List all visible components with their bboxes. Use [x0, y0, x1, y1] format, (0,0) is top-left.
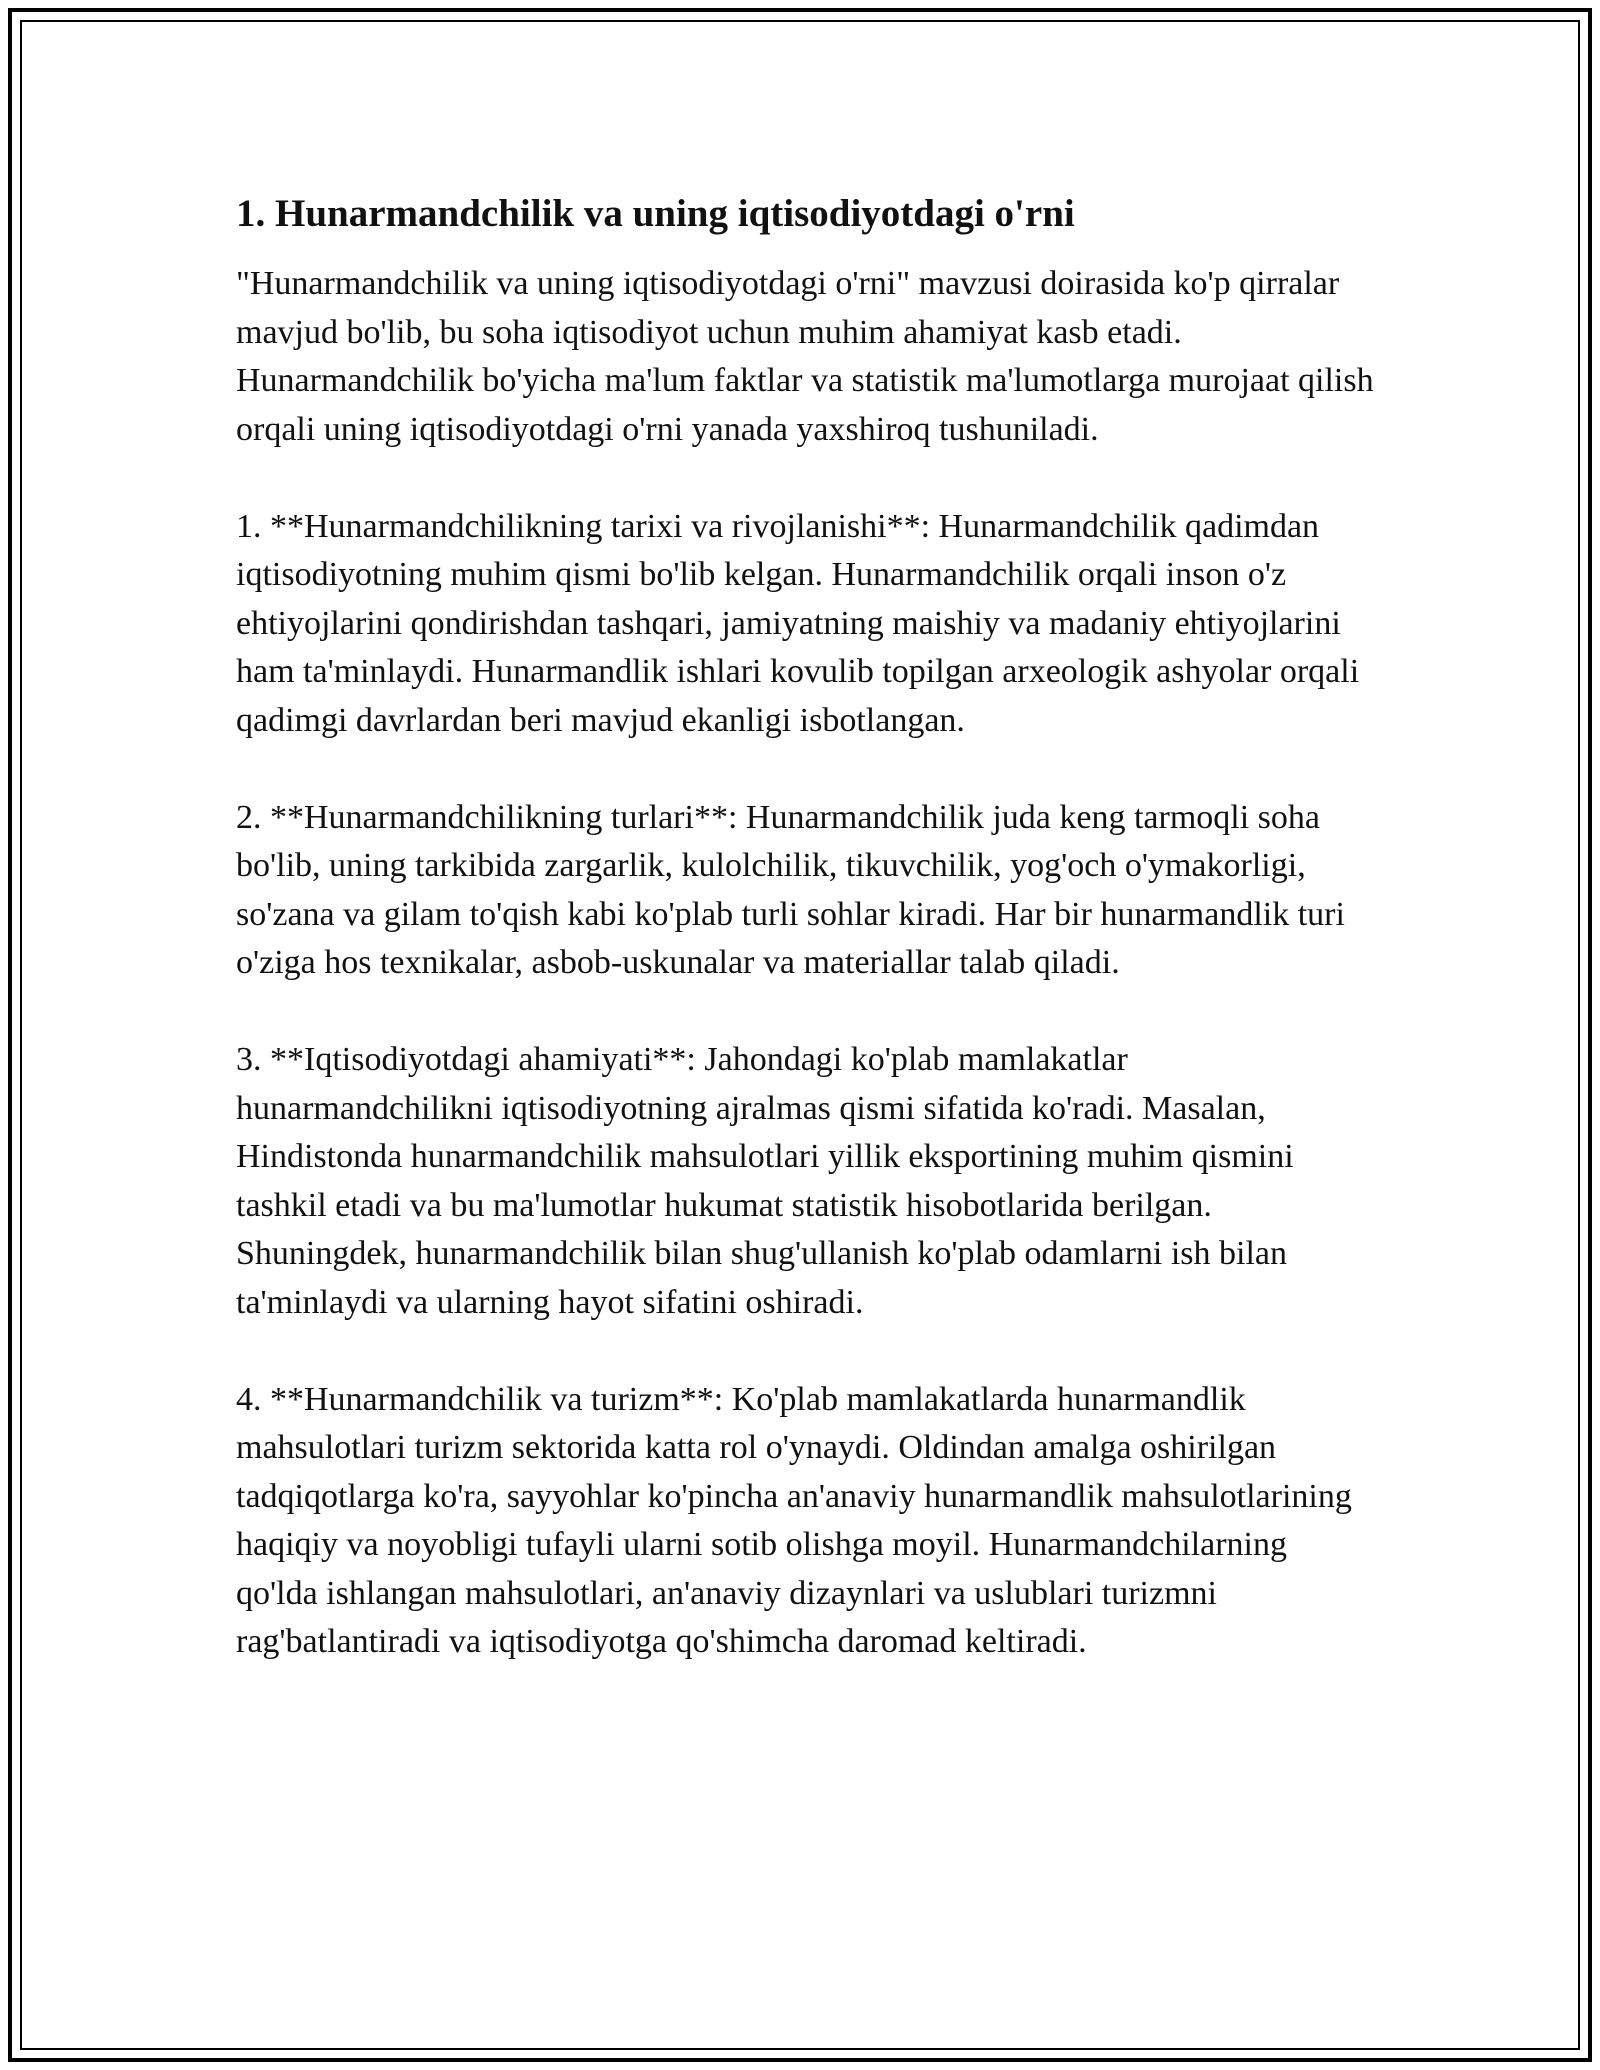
document-body — [236, 190, 1376, 1715]
paragraph-history: 1. **Hunarmandchilikning tarixi va rivojlanishi**: Hunarmandchilik qadimdan iqtisodiyotning muhim qismi bo'lib kelgan. Hunarmandchilik orqali inson o'z ehtiyojlarini qondirishdan tashqari, jamiyatning maishiy va madaniy ehtiyojlarini ham ta'minlaydi. Hunarmandlik ishlari kovulib topilgan arxeologik ashyolar orqali qadimgi davrlardan beri mavjud ekanligi isbotlangan. — [236, 507, 1360, 739]
paragraph-economic-importance: 3. **Iqtisodiyotdagi ahamiyati**: Jahondagi ko'plab mamlakatlar hunarmandchilikni iqtisodiyotning ajralmas qismi sifatida ko'radi. Masalan, Hindistonda hunarmandchilik mahsulotlari yillik eksportining muhim qismini tashkil etadi va bu ma'lumotlar hukumat statistik hisobotlarida berilgan. Shuningdek, hunarmandchilik bilan shug'ullanish ko'plab odamlarni ish bilan ta'minlaydi va ularning hayot sifatini oshiradi. — [236, 1041, 1294, 1321]
paragraph-types: 2. **Hunarmandchilikning turlari**: Hunarmandchilik juda keng tarmoqli soha bo'lib, uning tarkibida zargarlik, kulolchilik, tikuvchilik, yog'och o'ymakorligi, so'zana va gilam to'qish kabi ko'plab turli sohlar kiradi. Har bir hunarmandlik turi o'ziga hos texnikalar, asbob-uskunalar va materiallar talab qiladi. — [236, 798, 1345, 981]
intro-paragraph: "Hunarmandchilik va uning iqtisodiyotdagi o'rni" mavzusi doirasida ko'p qirralar mavjud bo'lib, bu soha iqtisodiyot uchun muhim ahamiyat kasb etadi. Hunarmandchilik bo'yicha ma'lum faktlar va statistik ma'lumotlarga murojaat qilish orqali uning iqtisodiyotdagi o'rni yanada yaxshiroq tushuniladi. — [236, 265, 1374, 448]
paragraph-tourism: 4. **Hunarmandchilik va turizm**: Ko'plab mamlakatlarda hunarmandlik mahsulotlari turizm sektorida katta rol o'ynaydi. Oldindan amalga oshirilgan tadqiqotlarga ko'ra, sayyohlar ko'pincha an'anaviy hunarmandlik mahsulotlarining haqiqiy va noyobligi tufayli ularni sotib olishga moyil. Hunarmandchilarning qo'lda ishlangan mahsulotlari, an'anaviy dizaynlari va uslublari turizmni rag'batlantiradi va iqtisodiyotga qo'shimcha daromad keltiradi. — [236, 1380, 1352, 1660]
document-title: 1. Hunarmandchilik va uning iqtisodiyotdagi o'rni — [236, 192, 1075, 235]
